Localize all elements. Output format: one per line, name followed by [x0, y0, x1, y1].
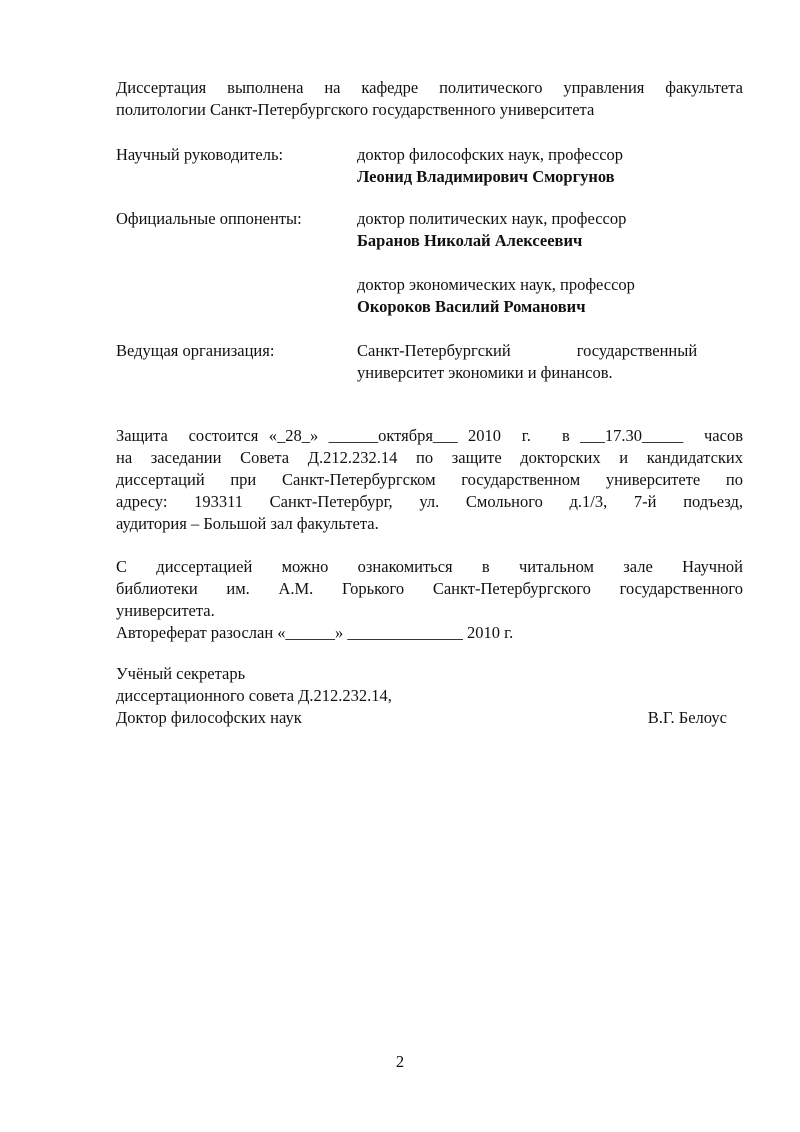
defense-line-4: адресу: 193311 Санкт-Петербург, ул. Смольного д.1/3, 7-й подъезд, — [116, 492, 743, 511]
defense-line-5: аудитория – Большой зал факультета. — [116, 514, 379, 533]
library-line-2: библиотеки им. А.М. Горького Санкт-Петербургского государственного — [116, 579, 743, 598]
intro-line-1: Диссертация выполнена на кафедре политического управления факультета — [116, 78, 743, 97]
secretary-name: В.Г. Белоус — [647, 708, 727, 727]
lead-org-line-1: Санкт-Петербургский государственный — [357, 341, 698, 360]
defense-line-1: Защита состоится «_28_» ______октября___ 2010 г. в ___17.30_____ часов — [116, 426, 743, 445]
secretary-line-2: диссертационного совета Д.212.232.14, — [116, 686, 392, 705]
opponents-label: Официальные оппоненты: — [116, 209, 302, 228]
secretary-line-1: Учёный секретарь — [116, 664, 246, 683]
defense-line-3: диссертаций при Санкт-Петербургском государственном университете по — [116, 470, 743, 489]
abstract-sent-line: Автореферат разослан «______» ______________ 2010 г. — [116, 623, 514, 642]
opponent-1-degree: доктор политических наук, профессор — [357, 209, 627, 228]
opponent-2-name: Окороков Василий Романович — [357, 297, 586, 316]
lead-org-value — [357, 340, 723, 384]
page-number: 2 — [395, 1052, 405, 1071]
lead-org-line-2: университет экономики и финансов. — [357, 363, 613, 382]
supervisor-label: Научный руководитель: — [116, 145, 284, 164]
opponent-2-degree: доктор экономических наук, профессор — [357, 275, 635, 294]
library-line-3: университета. — [116, 601, 215, 620]
defense-line-2: на заседании Совета Д.212.232.14 по защите докторских и кандидатских — [116, 448, 743, 467]
supervisor-name: Леонид Владимирович Сморгунов — [357, 167, 615, 186]
secretary-signature-row — [116, 707, 727, 729]
secretary-line-3: Доктор философских наук — [116, 708, 302, 727]
opponent-1-name: Баранов Николай Алексеевич — [357, 231, 583, 250]
supervisor-degree: доктор философских наук, профессор — [357, 145, 624, 164]
lead-org-label: Ведущая организация: — [116, 341, 275, 360]
secretary-block — [116, 663, 727, 729]
intro-line-2: политологии Санкт-Петербургского государственного университета — [116, 100, 595, 119]
library-line-1: С диссертацией можно ознакомиться в читальном зале Научной — [116, 557, 743, 576]
defense-paragraph — [116, 425, 743, 535]
library-paragraph — [116, 556, 743, 644]
intro-paragraph — [116, 77, 743, 121]
